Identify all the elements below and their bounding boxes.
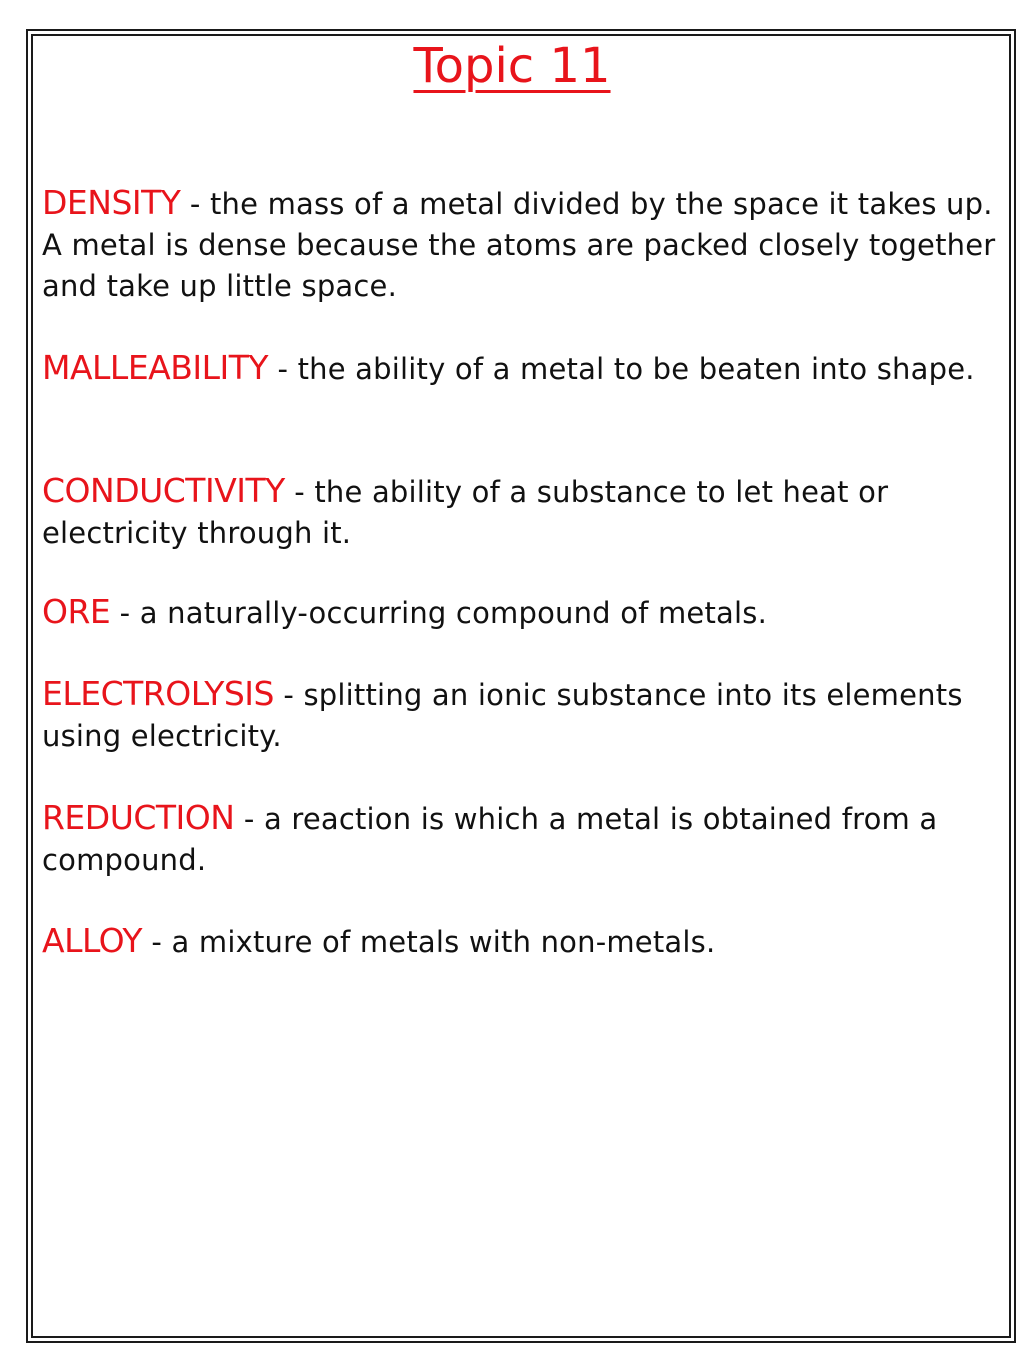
definition-text: - a reaction is which a metal is obtained from a compound. <box>42 802 938 877</box>
definition-text: - a mixture of metals with non-metals. <box>142 925 716 959</box>
page-title: Topic 11 <box>413 38 611 94</box>
definition-ore <box>42 591 997 634</box>
definition-electrolysis <box>42 673 997 757</box>
definition-text: - splitting an ionic substance into its elements using electricity. <box>42 678 963 753</box>
definition-malleability <box>42 347 997 390</box>
definition-alloy <box>42 920 997 963</box>
term-label: MALLEABILITY <box>42 348 269 387</box>
definition-text: - the ability of a metal to be beaten into shape. <box>268 352 975 386</box>
definition-conductivity <box>42 470 997 554</box>
definition-reduction <box>42 797 997 881</box>
term-label: REDUCTION <box>42 798 235 837</box>
term-label: DENSITY <box>42 183 181 222</box>
term-label: CONDUCTIVITY <box>42 471 285 510</box>
definition-text: - the mass of a metal divided by the space it takes up. A metal is dense because the atoms are packed closely together and take up little space. <box>42 187 996 303</box>
term-label: ALLOY <box>42 921 142 960</box>
definition-density <box>42 182 997 307</box>
term-label: ORE <box>42 592 111 631</box>
definition-text: - a naturally-occurring compound of metals. <box>110 596 767 630</box>
term-label: ELECTROLYSIS <box>42 674 274 713</box>
definition-text: - the ability of a substance to let heat or electricity through it. <box>42 475 889 550</box>
